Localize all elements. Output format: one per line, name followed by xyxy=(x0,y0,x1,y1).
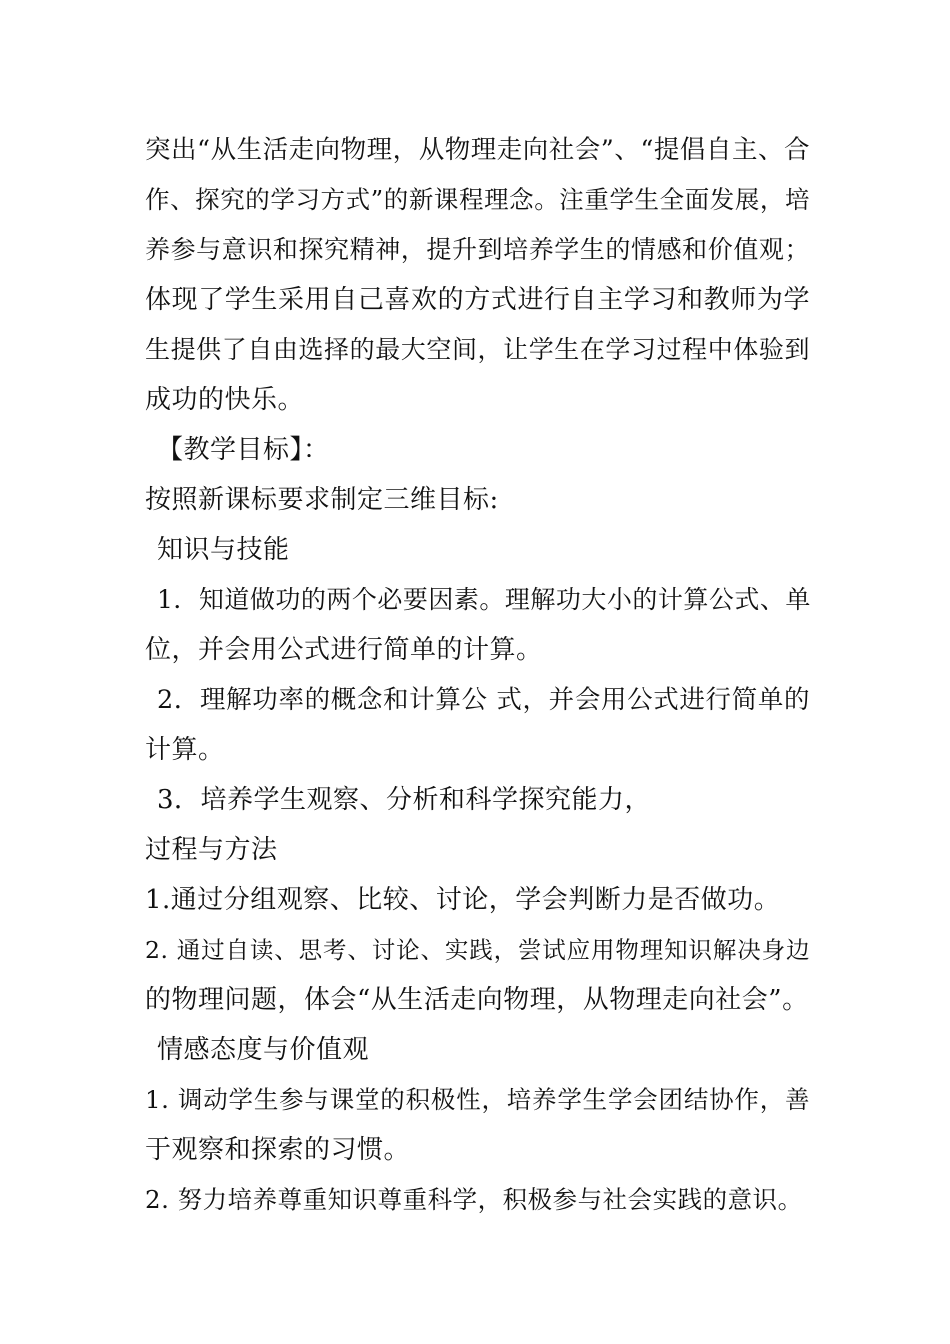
list-item: 1.通过分组观察、比较、讨论，学会判断力是否做功。 xyxy=(145,885,781,915)
list-item: 2. 通过自读、思考、讨论、实践，尝试应用物理知识解决身边 xyxy=(145,936,810,964)
paragraph-line: 生提供了自由选择的最大空间，让学生在学习过程中体验到 xyxy=(145,335,810,364)
subsection-heading: 过程与方法 xyxy=(145,835,278,865)
list-item: 1．知道做功的两个必要因素。理解功大小的计算公式、单 xyxy=(157,585,811,614)
list-item: 3．培养学生观察、分析和科学探究能力， xyxy=(157,785,652,815)
list-item-continuation: 的物理问题，体会“从生活走向物理，从物理走向社会”。 xyxy=(145,985,809,1015)
list-item-continuation: 于观察和探索的习惯。 xyxy=(145,1135,411,1165)
list-item-continuation: 计算。 xyxy=(145,735,225,765)
paragraph-line: 养参与意识和探究精神，提升到培养学生的情感和价值观； xyxy=(145,235,810,264)
paragraph-line: 突出“从生活走向物理，从物理走向社会”、“提倡自主、合 xyxy=(145,135,810,165)
paragraph-line: 作、探究的学习方式”的新课程理念。注重学生全面发展，培 xyxy=(145,185,810,214)
paragraph-line: 成功的快乐。 xyxy=(145,385,305,415)
list-item: 1. 调动学生参与课堂的积极性，培养学生学会团结协作，善 xyxy=(145,1085,810,1114)
paragraph-line: 体现了学生采用自己喜欢的方式进行自主学习和教师为学 xyxy=(145,285,810,315)
subsection-heading: 情感态度与价值观 xyxy=(157,1035,370,1065)
section-heading: 【教学目标】： xyxy=(157,435,330,465)
paragraph-line: 按照新课标要求制定三维目标: xyxy=(145,485,499,515)
list-item: 2. 努力培养尊重知识尊重科学，积极参与社会实践的意识。 xyxy=(145,1185,803,1214)
subsection-heading: 知识与技能 xyxy=(157,535,290,565)
list-item: 2．理解功率的概念和计算公 式，并会用公式进行简单的 xyxy=(157,685,810,715)
list-item-continuation: 位，并会用公式进行简单的计算。 xyxy=(145,635,543,665)
